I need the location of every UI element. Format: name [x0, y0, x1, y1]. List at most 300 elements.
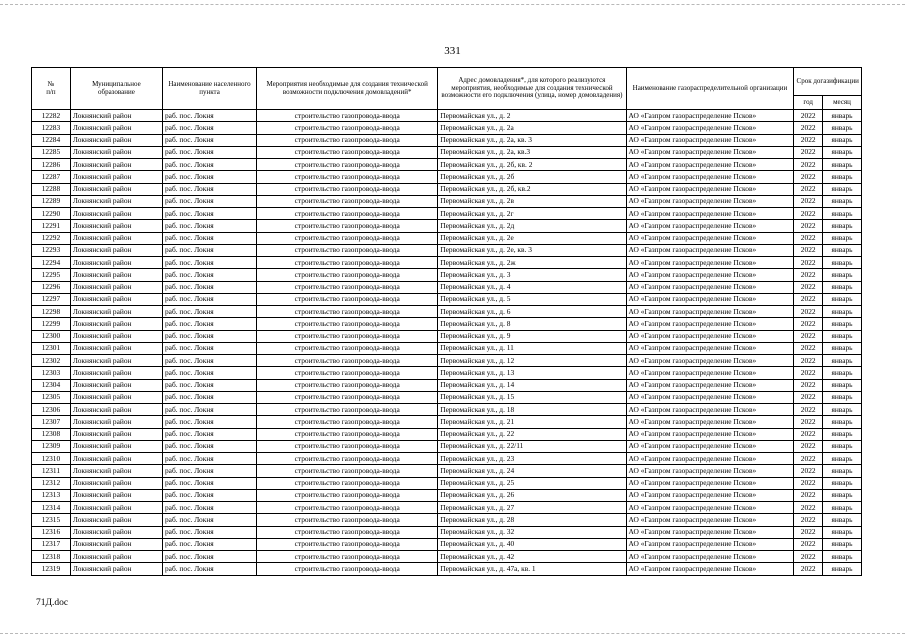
- cell-year: 2022: [794, 306, 823, 318]
- cell-num: 12316: [32, 526, 71, 538]
- cell-num: 12311: [32, 465, 71, 477]
- cell-locality: раб. пос. Локня: [162, 526, 256, 538]
- cell-address: Первомайская ул., д. 23: [438, 453, 626, 465]
- cell-activity: строительство газопровода-ввода: [257, 281, 438, 293]
- cell-address: Первомайская ул., д. 3: [438, 269, 626, 281]
- cell-address: Первомайская ул., д. 18: [438, 404, 626, 416]
- cell-municipality: Локнянский район: [70, 379, 162, 391]
- cell-organization: АО «Газпром газораспределение Псков»: [626, 146, 794, 158]
- cell-organization: АО «Газпром газораспределение Псков»: [626, 306, 794, 318]
- table-body: [32, 110, 862, 576]
- cell-locality: раб. пос. Локня: [162, 489, 256, 501]
- cell-organization: АО «Газпром газораспределение Псков»: [626, 183, 794, 195]
- cell-municipality: Локнянский район: [70, 502, 162, 514]
- cell-activity: строительство газопровода-ввода: [257, 489, 438, 501]
- cell-municipality: Локнянский район: [70, 146, 162, 158]
- table-row: [32, 477, 862, 489]
- cell-address: Первомайская ул., д. 2б: [438, 171, 626, 183]
- cell-organization: АО «Газпром газораспределение Псков»: [626, 416, 794, 428]
- cell-month: январь: [823, 489, 862, 501]
- cell-address: Первомайская ул., д. 22: [438, 428, 626, 440]
- cell-address: Первомайская ул., д. 21: [438, 416, 626, 428]
- cell-address: Первомайская ул., д. 2е, кв. 3: [438, 244, 626, 256]
- cell-organization: АО «Газпром газораспределение Псков»: [626, 208, 794, 220]
- cell-municipality: Локнянский район: [70, 281, 162, 293]
- cell-activity: строительство газопровода-ввода: [257, 465, 438, 477]
- cell-activity: строительство газопровода-ввода: [257, 502, 438, 514]
- cell-municipality: Локнянский район: [70, 183, 162, 195]
- cell-year: 2022: [794, 404, 823, 416]
- table-row: [32, 379, 862, 391]
- cell-municipality: Локнянский район: [70, 453, 162, 465]
- cell-organization: АО «Газпром газораспределение Псков»: [626, 134, 794, 146]
- cell-address: Первомайская ул., д. 12: [438, 355, 626, 367]
- cell-year: 2022: [794, 342, 823, 354]
- gasification-table: [31, 67, 862, 576]
- table-row: [32, 526, 862, 538]
- cell-month: январь: [823, 355, 862, 367]
- cell-address: Первомайская ул., д. 8: [438, 318, 626, 330]
- table-row: [32, 563, 862, 575]
- cell-year: 2022: [794, 159, 823, 171]
- cell-organization: АО «Газпром газораспределение Псков»: [626, 367, 794, 379]
- cell-num: 12308: [32, 428, 71, 440]
- cell-year: 2022: [794, 416, 823, 428]
- cell-month: январь: [823, 453, 862, 465]
- cell-num: 12292: [32, 232, 71, 244]
- cell-municipality: Локнянский район: [70, 367, 162, 379]
- cell-activity: строительство газопровода-ввода: [257, 134, 438, 146]
- cell-year: 2022: [794, 514, 823, 526]
- table-row: [32, 257, 862, 269]
- cell-municipality: Локнянский район: [70, 563, 162, 575]
- cell-activity: строительство газопровода-ввода: [257, 244, 438, 256]
- cell-num: 12302: [32, 355, 71, 367]
- cell-num: 12298: [32, 306, 71, 318]
- cell-year: 2022: [794, 195, 823, 207]
- cell-month: январь: [823, 502, 862, 514]
- cell-address: Первомайская ул., д. 2: [438, 110, 626, 122]
- cell-num: 12307: [32, 416, 71, 428]
- cell-activity: строительство газопровода-ввода: [257, 563, 438, 575]
- header-activity: Мероприятия необходимые для создания технической возможности подключения домовладений*: [257, 68, 438, 110]
- cell-municipality: Локнянский район: [70, 318, 162, 330]
- cell-month: январь: [823, 293, 862, 305]
- cell-month: январь: [823, 404, 862, 416]
- cell-locality: раб. пос. Локня: [162, 122, 256, 134]
- header-organization: Наименование газораспределительной организации: [626, 68, 794, 110]
- table-row: [32, 220, 862, 232]
- table-row: [32, 269, 862, 281]
- cell-activity: строительство газопровода-ввода: [257, 453, 438, 465]
- cell-municipality: Локнянский район: [70, 514, 162, 526]
- cell-locality: раб. пос. Локня: [162, 538, 256, 550]
- table-row: [32, 306, 862, 318]
- table-row: [32, 195, 862, 207]
- cell-locality: раб. пос. Локня: [162, 379, 256, 391]
- cell-num: 12310: [32, 453, 71, 465]
- cell-activity: строительство газопровода-ввода: [257, 526, 438, 538]
- cell-activity: строительство газопровода-ввода: [257, 379, 438, 391]
- table-row: [32, 318, 862, 330]
- cell-locality: раб. пос. Локня: [162, 342, 256, 354]
- cell-year: 2022: [794, 489, 823, 501]
- cell-month: январь: [823, 269, 862, 281]
- cell-year: 2022: [794, 453, 823, 465]
- cell-num: 12294: [32, 257, 71, 269]
- cell-organization: АО «Газпром газораспределение Псков»: [626, 122, 794, 134]
- cell-locality: раб. пос. Локня: [162, 183, 256, 195]
- cell-organization: АО «Газпром газораспределение Псков»: [626, 379, 794, 391]
- cell-address: Первомайская ул., д. 2е: [438, 232, 626, 244]
- cell-num: 12315: [32, 514, 71, 526]
- cell-organization: АО «Газпром газораспределение Псков»: [626, 489, 794, 501]
- cell-num: 12283: [32, 122, 71, 134]
- cell-num: 12301: [32, 342, 71, 354]
- cell-address: Первомайская ул., д. 2г: [438, 208, 626, 220]
- header-municipality: Муниципальное образование: [70, 68, 162, 110]
- cell-num: 12313: [32, 489, 71, 501]
- cell-municipality: Локнянский район: [70, 428, 162, 440]
- table-row: [32, 416, 862, 428]
- table-row: [32, 538, 862, 550]
- cell-month: январь: [823, 281, 862, 293]
- cell-organization: АО «Газпром газораспределение Псков»: [626, 330, 794, 342]
- cell-month: январь: [823, 110, 862, 122]
- cell-organization: АО «Газпром газораспределение Псков»: [626, 159, 794, 171]
- cell-address: Первомайская ул., д. 5: [438, 293, 626, 305]
- cell-organization: АО «Газпром газораспределение Псков»: [626, 538, 794, 550]
- cell-month: январь: [823, 391, 862, 403]
- cell-locality: раб. пос. Локня: [162, 220, 256, 232]
- cell-locality: раб. пос. Локня: [162, 318, 256, 330]
- cell-municipality: Локнянский район: [70, 355, 162, 367]
- cell-year: 2022: [794, 146, 823, 158]
- cell-municipality: Локнянский район: [70, 257, 162, 269]
- cell-month: январь: [823, 416, 862, 428]
- cell-year: 2022: [794, 110, 823, 122]
- table-row: [32, 281, 862, 293]
- cell-month: январь: [823, 379, 862, 391]
- table-row: [32, 122, 862, 134]
- cell-organization: АО «Газпром газораспределение Псков»: [626, 404, 794, 416]
- table-row: [32, 208, 862, 220]
- table-row: [32, 514, 862, 526]
- cell-activity: строительство газопровода-ввода: [257, 355, 438, 367]
- cell-year: 2022: [794, 293, 823, 305]
- table-header: [32, 68, 862, 110]
- cell-month: январь: [823, 146, 862, 158]
- cell-month: январь: [823, 318, 862, 330]
- cell-month: январь: [823, 367, 862, 379]
- cell-address: Первомайская ул., д. 40: [438, 538, 626, 550]
- cell-address: Первомайская ул., д. 9: [438, 330, 626, 342]
- cell-num: 12317: [32, 538, 71, 550]
- cell-num: 12304: [32, 379, 71, 391]
- cell-month: январь: [823, 330, 862, 342]
- cell-month: январь: [823, 257, 862, 269]
- cell-num: 12284: [32, 134, 71, 146]
- cell-municipality: Локнянский район: [70, 538, 162, 550]
- cell-municipality: Локнянский район: [70, 244, 162, 256]
- cell-num: 12282: [32, 110, 71, 122]
- cell-locality: раб. пос. Локня: [162, 208, 256, 220]
- cell-organization: АО «Газпром газораспределение Псков»: [626, 391, 794, 403]
- cell-locality: раб. пос. Локня: [162, 306, 256, 318]
- cell-num: 12309: [32, 440, 71, 452]
- cell-locality: раб. пос. Локня: [162, 477, 256, 489]
- cell-activity: строительство газопровода-ввода: [257, 538, 438, 550]
- cell-organization: АО «Газпром газораспределение Псков»: [626, 428, 794, 440]
- cell-activity: строительство газопровода-ввода: [257, 477, 438, 489]
- cell-organization: АО «Газпром газораспределение Псков»: [626, 293, 794, 305]
- table-row: [32, 110, 862, 122]
- cell-year: 2022: [794, 171, 823, 183]
- table-row: [32, 489, 862, 501]
- cell-month: январь: [823, 208, 862, 220]
- cell-municipality: Локнянский район: [70, 134, 162, 146]
- cell-locality: раб. пос. Локня: [162, 391, 256, 403]
- cell-activity: строительство газопровода-ввода: [257, 391, 438, 403]
- cell-activity: строительство газопровода-ввода: [257, 551, 438, 563]
- cell-organization: АО «Газпром газораспределение Псков»: [626, 244, 794, 256]
- cell-year: 2022: [794, 551, 823, 563]
- cell-month: январь: [823, 195, 862, 207]
- cell-activity: строительство газопровода-ввода: [257, 110, 438, 122]
- cell-municipality: Локнянский район: [70, 269, 162, 281]
- cell-locality: раб. пос. Локня: [162, 269, 256, 281]
- cell-organization: АО «Газпром газораспределение Псков»: [626, 526, 794, 538]
- cell-num: 12288: [32, 183, 71, 195]
- cell-year: 2022: [794, 355, 823, 367]
- cell-organization: АО «Газпром газораспределение Псков»: [626, 355, 794, 367]
- cell-municipality: Локнянский район: [70, 416, 162, 428]
- cell-activity: строительство газопровода-ввода: [257, 220, 438, 232]
- table-row: [32, 134, 862, 146]
- cell-organization: АО «Газпром газораспределение Псков»: [626, 465, 794, 477]
- cell-municipality: Локнянский район: [70, 208, 162, 220]
- cell-month: январь: [823, 551, 862, 563]
- cell-organization: АО «Газпром газораспределение Псков»: [626, 342, 794, 354]
- cell-year: 2022: [794, 465, 823, 477]
- cell-num: 12295: [32, 269, 71, 281]
- table-row: [32, 453, 862, 465]
- cell-organization: АО «Газпром газораспределение Псков»: [626, 551, 794, 563]
- cell-activity: строительство газопровода-ввода: [257, 195, 438, 207]
- table-row: [32, 342, 862, 354]
- cell-activity: строительство газопровода-ввода: [257, 318, 438, 330]
- header-term: Срок догазификации: [794, 68, 862, 96]
- cell-locality: раб. пос. Локня: [162, 404, 256, 416]
- cell-municipality: Локнянский район: [70, 110, 162, 122]
- table-row: [32, 355, 862, 367]
- cell-organization: АО «Газпром газораспределение Псков»: [626, 440, 794, 452]
- table-row: [32, 502, 862, 514]
- cell-locality: раб. пос. Локня: [162, 195, 256, 207]
- cell-address: Первомайская ул., д. 2а: [438, 122, 626, 134]
- cell-address: Первомайская ул., д. 2а, кв. 3: [438, 134, 626, 146]
- cell-locality: раб. пос. Локня: [162, 244, 256, 256]
- cell-municipality: Локнянский район: [70, 391, 162, 403]
- cell-address: Первомайская ул., д. 2б, кв. 2: [438, 159, 626, 171]
- cell-num: 12291: [32, 220, 71, 232]
- cell-num: 12296: [32, 281, 71, 293]
- header-month: месяц: [823, 96, 862, 110]
- cell-organization: АО «Газпром газораспределение Псков»: [626, 257, 794, 269]
- cell-year: 2022: [794, 367, 823, 379]
- cell-address: Первомайская ул., д. 27: [438, 502, 626, 514]
- cell-year: 2022: [794, 440, 823, 452]
- cell-activity: строительство газопровода-ввода: [257, 159, 438, 171]
- cell-municipality: Локнянский район: [70, 440, 162, 452]
- cell-address: Первомайская ул., д. 6: [438, 306, 626, 318]
- cell-locality: раб. пос. Локня: [162, 159, 256, 171]
- cell-organization: АО «Газпром газораспределение Псков»: [626, 195, 794, 207]
- cell-address: Первомайская ул., д. 2д: [438, 220, 626, 232]
- cell-locality: раб. пос. Локня: [162, 428, 256, 440]
- cell-activity: строительство газопровода-ввода: [257, 330, 438, 342]
- cell-locality: раб. пос. Локня: [162, 465, 256, 477]
- cell-municipality: Локнянский район: [70, 465, 162, 477]
- cell-locality: раб. пос. Локня: [162, 293, 256, 305]
- cell-year: 2022: [794, 502, 823, 514]
- cell-locality: раб. пос. Локня: [162, 355, 256, 367]
- cell-locality: раб. пос. Локня: [162, 453, 256, 465]
- table-row: [32, 404, 862, 416]
- cell-activity: строительство газопровода-ввода: [257, 232, 438, 244]
- cell-address: Первомайская ул., д. 4: [438, 281, 626, 293]
- cell-address: Первомайская ул., д. 32: [438, 526, 626, 538]
- cell-activity: строительство газопровода-ввода: [257, 367, 438, 379]
- cell-activity: строительство газопровода-ввода: [257, 183, 438, 195]
- cell-activity: строительство газопровода-ввода: [257, 293, 438, 305]
- cell-address: Первомайская ул., д. 15: [438, 391, 626, 403]
- cell-address: Первомайская ул., д. 24: [438, 465, 626, 477]
- cell-month: январь: [823, 244, 862, 256]
- bottom-scan-edge: [0, 633, 905, 634]
- cell-year: 2022: [794, 183, 823, 195]
- table-row: [32, 146, 862, 158]
- cell-num: 12289: [32, 195, 71, 207]
- cell-year: 2022: [794, 257, 823, 269]
- cell-municipality: Локнянский район: [70, 293, 162, 305]
- cell-municipality: Локнянский район: [70, 330, 162, 342]
- cell-address: Первомайская ул., д. 2б, кв.2: [438, 183, 626, 195]
- cell-year: 2022: [794, 477, 823, 489]
- table-row: [32, 159, 862, 171]
- cell-organization: АО «Газпром газораспределение Псков»: [626, 232, 794, 244]
- cell-activity: строительство газопровода-ввода: [257, 146, 438, 158]
- cell-address: Первомайская ул., д. 26: [438, 489, 626, 501]
- cell-address: Первомайская ул., д. 47а, кв. 1: [438, 563, 626, 575]
- cell-month: январь: [823, 220, 862, 232]
- cell-address: Первомайская ул., д. 2в: [438, 195, 626, 207]
- cell-organization: АО «Газпром газораспределение Псков»: [626, 453, 794, 465]
- cell-locality: раб. пос. Локня: [162, 514, 256, 526]
- cell-activity: строительство газопровода-ввода: [257, 404, 438, 416]
- table-row: [32, 551, 862, 563]
- cell-num: 12293: [32, 244, 71, 256]
- cell-num: 12303: [32, 367, 71, 379]
- cell-organization: АО «Газпром газораспределение Псков»: [626, 269, 794, 281]
- cell-month: январь: [823, 159, 862, 171]
- table-row: [32, 465, 862, 477]
- cell-month: январь: [823, 440, 862, 452]
- cell-address: Первомайская ул., д. 11: [438, 342, 626, 354]
- cell-month: январь: [823, 428, 862, 440]
- cell-num: 12299: [32, 318, 71, 330]
- cell-month: январь: [823, 563, 862, 575]
- cell-year: 2022: [794, 281, 823, 293]
- cell-organization: АО «Газпром газораспределение Псков»: [626, 318, 794, 330]
- cell-year: 2022: [794, 122, 823, 134]
- cell-num: 12318: [32, 551, 71, 563]
- table-row: [32, 367, 862, 379]
- cell-month: январь: [823, 477, 862, 489]
- cell-address: Первомайская ул., д. 13: [438, 367, 626, 379]
- cell-year: 2022: [794, 134, 823, 146]
- cell-locality: раб. пос. Локня: [162, 502, 256, 514]
- table-row: [32, 428, 862, 440]
- table-row: [32, 183, 862, 195]
- cell-address: Первомайская ул., д. 2а, кв.3: [438, 146, 626, 158]
- cell-municipality: Локнянский район: [70, 404, 162, 416]
- cell-municipality: Локнянский район: [70, 171, 162, 183]
- cell-year: 2022: [794, 208, 823, 220]
- cell-month: январь: [823, 514, 862, 526]
- cell-month: январь: [823, 526, 862, 538]
- cell-month: январь: [823, 306, 862, 318]
- cell-month: январь: [823, 134, 862, 146]
- table-row: [32, 293, 862, 305]
- cell-activity: строительство газопровода-ввода: [257, 171, 438, 183]
- cell-activity: строительство газопровода-ввода: [257, 269, 438, 281]
- cell-year: 2022: [794, 232, 823, 244]
- cell-municipality: Локнянский район: [70, 489, 162, 501]
- page-number: 331: [444, 45, 461, 57]
- cell-year: 2022: [794, 379, 823, 391]
- cell-activity: строительство газопровода-ввода: [257, 416, 438, 428]
- table-row: [32, 330, 862, 342]
- cell-activity: строительство газопровода-ввода: [257, 257, 438, 269]
- cell-year: 2022: [794, 526, 823, 538]
- cell-address: Первомайская ул., д. 42: [438, 551, 626, 563]
- cell-locality: раб. пос. Локня: [162, 134, 256, 146]
- cell-num: 12285: [32, 146, 71, 158]
- cell-organization: АО «Газпром газораспределение Псков»: [626, 171, 794, 183]
- cell-num: 12287: [32, 171, 71, 183]
- cell-locality: раб. пос. Локня: [162, 110, 256, 122]
- cell-year: 2022: [794, 428, 823, 440]
- cell-municipality: Локнянский район: [70, 195, 162, 207]
- cell-num: 12297: [32, 293, 71, 305]
- cell-organization: АО «Газпром газораспределение Псков»: [626, 514, 794, 526]
- cell-num: 12290: [32, 208, 71, 220]
- cell-activity: строительство газопровода-ввода: [257, 122, 438, 134]
- cell-locality: раб. пос. Локня: [162, 551, 256, 563]
- cell-municipality: Локнянский район: [70, 477, 162, 489]
- cell-municipality: Локнянский район: [70, 306, 162, 318]
- cell-month: январь: [823, 171, 862, 183]
- cell-activity: строительство газопровода-ввода: [257, 514, 438, 526]
- document-filename: 71Д.doc: [36, 598, 69, 608]
- cell-locality: раб. пос. Локня: [162, 416, 256, 428]
- cell-month: январь: [823, 538, 862, 550]
- cell-municipality: Локнянский район: [70, 342, 162, 354]
- cell-year: 2022: [794, 330, 823, 342]
- cell-num: 12300: [32, 330, 71, 342]
- cell-month: январь: [823, 342, 862, 354]
